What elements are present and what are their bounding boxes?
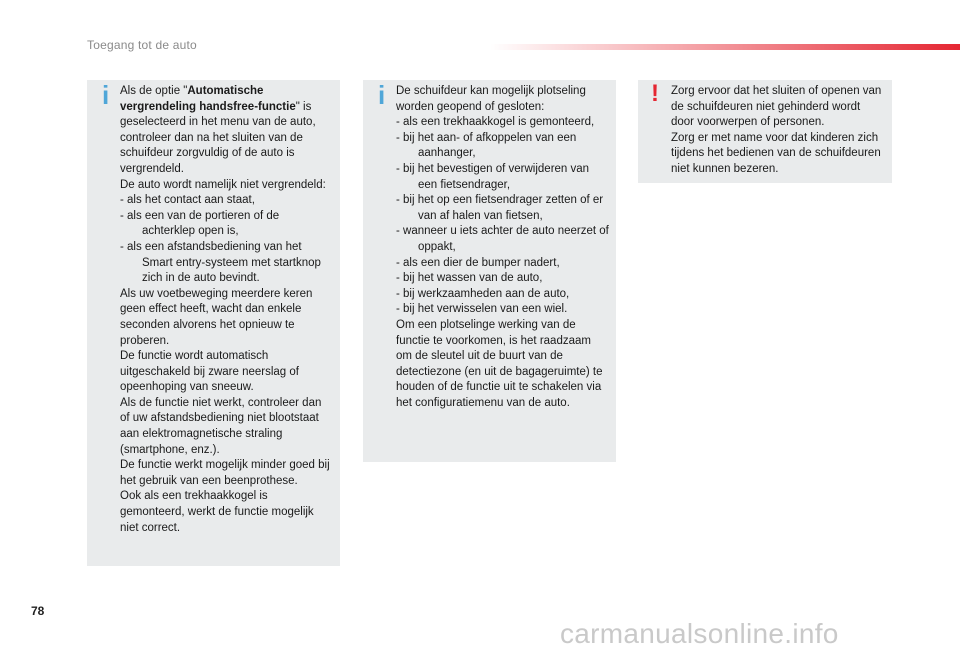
info-box-automatic-locking [87, 80, 340, 566]
paragraph: Om een plotselinge werking van de functie te voorkomen, is het raadzaam om de sleutel uit de buurt van de detectiezone (en uit de bagageruimte) te houden of de functie uit te schakelen via het configuratiemenu van de auto. [396, 318, 603, 409]
list-item: - als het contact aan staat, [120, 194, 255, 207]
paragraph: Als de functie niet werkt, controleer dan of uw afstandsbediening niet blootstaat aan elektromagnetische straling (smartphone, enz.). [120, 396, 322, 456]
list-item: - als een afstandsbediening van het Smart entry-systeem met startknop zich in de auto bevindt. [120, 240, 321, 285]
info-icon: i [102, 80, 110, 110]
watermark: carmanualsonline.info [560, 618, 839, 649]
warning-box-text [671, 84, 886, 178]
paragraph: De schuifdeur kan mogelijk plotseling worden geopend of gesloten: [396, 85, 586, 113]
list-item: - bij het wassen van de auto, [396, 272, 543, 285]
page-number: 78 [31, 604, 45, 618]
list-item: - bij werkzaamheden aan de auto, [396, 287, 570, 300]
paragraph: Als uw voetbeweging meerdere keren geen effect heeft, wacht dan enkele seconden alvorens het opnieuw te proberen. [120, 287, 313, 347]
info-icon: i [378, 80, 386, 110]
paragraph: De functie werkt mogelijk minder goed bij het gebruik van een beenprothese. [120, 459, 330, 487]
list-item: - als een dier de bumper nadert, [396, 256, 560, 269]
warning-icon: ! [651, 80, 659, 107]
list-item: - bij het op een fietsendrager zetten of er van af halen van fietsen, [396, 194, 604, 222]
paragraph: De functie wordt automatisch uitgeschakeld bij zware neerslag of opeenhoping van sneeuw. [120, 350, 299, 394]
paragraph: Ook als een trekhaakkogel is gemonteerd, werkt de functie mogelijk niet correct. [120, 490, 314, 534]
info-box-sliding-door [363, 80, 616, 462]
paragraph: Zorg ervoor dat het sluiten of openen van de schuifdeuren niet gehinderd wordt door voorwerpen of personen. [671, 85, 882, 129]
list-item: - bij het verwisselen van een wiel. [396, 303, 568, 316]
header-accent-bar [490, 44, 960, 50]
option-name: Automatische vergrendeling handsfree-functie [120, 85, 296, 113]
list-item: - als een trekhaakkogel is gemonteerd, [396, 116, 595, 129]
paragraph: Als de optie "Automatische vergrendeling handsfree-functie" is geselecteerd in het menu van de auto, controleer dan na het sluiten van de schuifdeur zorgvuldig of de auto is vergrendeld. [120, 85, 316, 175]
list-item: - bij het bevestigen of verwijderen van een fietsendrager, [396, 162, 590, 191]
info-box-text [120, 84, 334, 536]
info-box-text [396, 84, 610, 411]
list-item: - bij het aan- of afkoppelen van een aanhanger, [396, 131, 577, 160]
paragraph: Zorg er met name voor dat kinderen zich tijdens het bedienen van de schuifdeuren niet kunnen bezeren. [671, 131, 881, 175]
list-item: - wanneer u iets achter de auto neerzet of oppakt, [396, 225, 609, 253]
list-item: - als een van de portieren of de achterklep open is, [120, 209, 280, 238]
section-title: Toegang tot de auto [87, 38, 197, 52]
warning-box [638, 80, 892, 183]
paragraph: De auto wordt namelijk niet vergrendeld: [120, 178, 326, 191]
